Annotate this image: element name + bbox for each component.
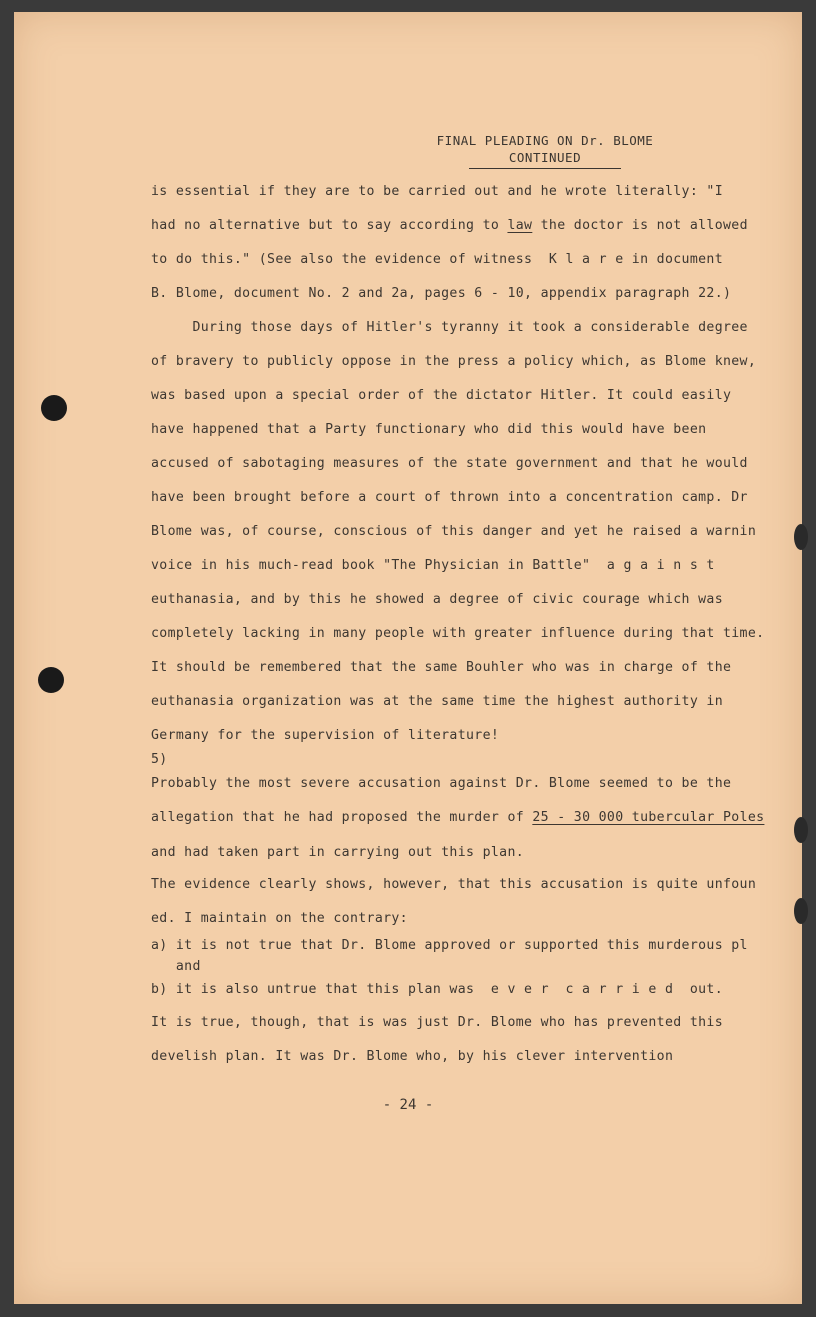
edge-notch <box>794 524 808 550</box>
text-line: During those days of Hitler's tyranny it took a considerable degree <box>151 320 748 335</box>
text-line: euthanasia, and by this he showed a degree of civic courage which was <box>151 592 723 607</box>
text-line: ed. I maintain on the contrary: <box>151 911 408 926</box>
header-title: FINAL PLEADING ON Dr. BLOME <box>436 133 654 148</box>
text-line: was based upon a special order of the dictator Hitler. It could easily <box>151 388 732 403</box>
text-line: have been brought before a court of thrown into a concentration camp. Dr <box>151 490 748 505</box>
text-line: allegation that he had proposed the murder of 25 - 30 000 tubercular Poles <box>151 810 765 825</box>
punch-hole-top <box>41 395 67 421</box>
edge-notch <box>794 817 808 843</box>
underlined-word: law <box>507 218 533 233</box>
text-line: It should be remembered that the same Bouhler who was in charge of the <box>151 660 732 675</box>
text-line: voice in his much-read book "The Physician in Battle" a g a i n s t <box>151 558 715 573</box>
list-item-continued: and <box>151 959 201 974</box>
text-line: euthanasia organization was at the same time the highest authority in <box>151 694 723 709</box>
underlined-phrase: 25 - 30 000 tubercular Poles <box>532 810 765 825</box>
header-continued: CONTINUED <box>469 149 621 169</box>
text-line: and had taken part in carrying out this plan. <box>151 845 525 860</box>
text-line: of bravery to publicly oppose in the press a policy which, as Blome knew, <box>151 354 757 369</box>
text-line: Germany for the supervision of literature! <box>151 728 500 743</box>
edge-notch <box>794 898 808 924</box>
document-page <box>14 12 802 1304</box>
page-header <box>432 132 658 169</box>
text-line: The evidence clearly shows, however, that this accusation is quite unfoun <box>151 877 757 892</box>
text-line: It is true, though, that is was just Dr. Blome who has prevented this <box>151 1015 723 1030</box>
page-number: - 24 - <box>382 1097 434 1113</box>
text-line: develish plan. It was Dr. Blome who, by his clever intervention <box>151 1049 674 1064</box>
text-line: accused of sabotaging measures of the state government and that he would <box>151 456 748 471</box>
text-line: completely lacking in many people with greater influence during that time. <box>151 626 765 641</box>
text-line: Blome was, of course, conscious of this danger and yet he raised a warnin <box>151 524 757 539</box>
list-item: a) it is not true that Dr. Blome approved or supported this murderous pl <box>151 938 748 953</box>
list-item: b) it is also untrue that this plan was e v e r c a r r i e d out. <box>151 982 723 997</box>
text-line: is essential if they are to be carried out and he wrote literally: "I <box>151 184 723 199</box>
text-line: to do this." (See also the evidence of witness K l a r e in document <box>151 252 723 267</box>
text-line: had no alternative but to say according to law the doctor is not allowed <box>151 218 748 233</box>
section-number: 5) <box>151 752 168 767</box>
punch-hole-bottom <box>38 667 64 693</box>
text-line: B. Blome, document No. 2 and 2a, pages 6 - 10, appendix paragraph 22.) <box>151 286 732 301</box>
text-line: Probably the most severe accusation against Dr. Blome seemed to be the <box>151 776 732 791</box>
text-line: have happened that a Party functionary who did this would have been <box>151 422 707 437</box>
